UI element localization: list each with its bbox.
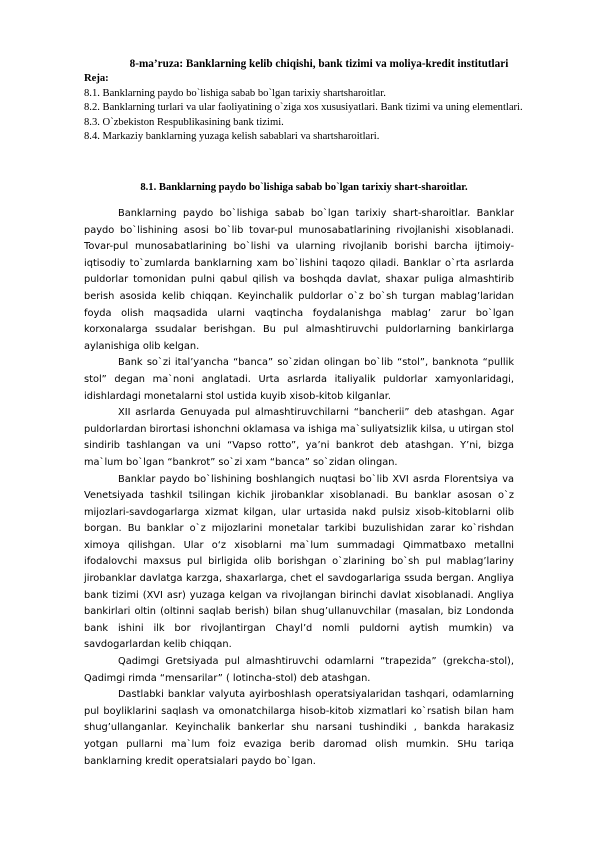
paragraph: Banklar paydo bo`lishining boshlangich nuqtasi bo`lib XVI asrda Florentsiya va Venetsiyada tashkil tsilingan kichik jirobanklar xisoblanadi. Bu banklar asosan o`z mijozlari-savdogarlarga xizmat kilgan, ular urtasida nakd pulsiz xisob-kitoblarni olib borgan. Bu banklar o`z mijozlarini monetalar tarkibi buzulishidan zarar ko`rishdan ximoya qilishgan. Ular o‘z xisoblarni ma`lum summadagi Qimmatbaxo metallni ifodalovchi maxsus pul birligida olib borishgan o`zlarining bo`sh pul mablag’lariny jirobanklar davlatga karzga, shaxarlarga, chet el savdogarlariga ssuda bergan. Angliya bank tizimi (XVI asr) yuzaga kelgan va rivojlangan birinchi davlat xisoblanadi. Angliya bankirlari oltin (oltinni saqlab berish) bilan shug’ullanuvchilar (masalan, biz Londonda bank ishini ilk bor rivojlantirgan Chayl’d nomli puldorni aytish mumkin) va savdogarlardan kelib chiqqan. [84,473,514,651]
paragraph: Dastlabki banklar valyuta ayirboshlash operatsiyalaridan tashqari, odamlarning pul boyliklarini saqlash va omonatchilarga hisob-kitob xizmatlari ko`rsatish bilan ham shug’ullanganlar. Keyinchalik bankerlar shu narsani tushindiki , bankda harakasiz yotgan pullarni ma`lum foiz evaziga berib daromad olish mumkin. SHu tariqa banklarning kredit operatsialari paydo bo`lgan. [84,689,514,767]
plan-block [84,72,534,145]
plan-label: Reja: [84,73,109,84]
paragraph: Banklarning paydo bo`lishiga sabab bo`lgan tarixiy shart-sharoitlar. Banklar paydo bo`lishining asosi bo`lib tovar-pul munosabatlarining rivojlanishi xisoblanadi. Tovar-pul munosabatlarining bo`lishi va ularning rivojlanib borishi barcha ijtimoiy-iqtisodiy to`zumlarda banklarning xam bo`lishini taqozo qiladi. Banklar o`rta asrlarda puldorlar tomonidan pulni qabul qilish va boshqda davlat, shaxar puliga almashtirib berish asosida kelib chiqqan. Keyinchalik puldorlar o`z bo`sh turgan mablag’laridan foyda olish maqsadida ularni vaqtincha foydalanishga mablag’ zarur bo`lgan korxonalarga ssudalar berishgan. Bu pul almashtiruvchi puldorlarning bankirlarga aylanishiga olib kelgan. [84,208,514,352]
lecture-title: 8-ma’ruza: Banklarning kelib chiqishi, bank tizimi va moliya-kredit institutlari [129,58,509,70]
section-heading: 8.1. Banklarning paydo bo`lishiga sabab bo`lgan tarixiy shart-sharoitlar. [140,182,468,193]
body-text [84,206,514,770]
plan-item: 8.3. O`zbekiston Respublikasining bank tizimi. [84,116,284,128]
plan-item: 8.4. Markaziy banklarning yuzaga kelish sabablari va shartsharoitlari. [84,131,380,143]
plan-item: 8.2. Banklarning turlari va ular faoliyatining o`ziga xos xususiyatlari. Bank tizimi va uning elementlari. [84,102,523,114]
paragraph: Qadimgi Gretsiyada pul almashtiruvchi odamlarni “trapezida” (grekcha-stol), Qadimgi rimda “mensarilar” ( lotincha-stol) deb atashgan. [84,656,514,684]
paragraph: Bank so`zi ital’yancha “banca” so`zidan olingan bo`lib “stol”, banknota “pullik stol” degan ma`noni anglatadi. Urta asrlarda italiyalik puldorlar xamyonlaridagi, idishlardagi monetalarni stol ustida kuyib xisob-kitob kilganlar. [84,357,514,402]
paragraph: XII asrlarda Genuyada pul almashtiruvchilarni “bancherii” deb atashgan. Agar puldorlardan birortasi ishonchni oklamasa va ishiga ma`suliyatsizlik kilsa, u utirgan stol sindirib tashlangan va uni “Vapso rotto”, ya’ni bankrot deb atashgan. Y’ni, bizga ma`lum bo`lgan “bankrot” so`zi xam “banca” so`zidan olingan. [84,407,514,468]
plan-item: 8.1. Banklarning paydo bo`lishiga sabab bo`lgan tarixiy shartsharoitlar. [84,87,386,99]
